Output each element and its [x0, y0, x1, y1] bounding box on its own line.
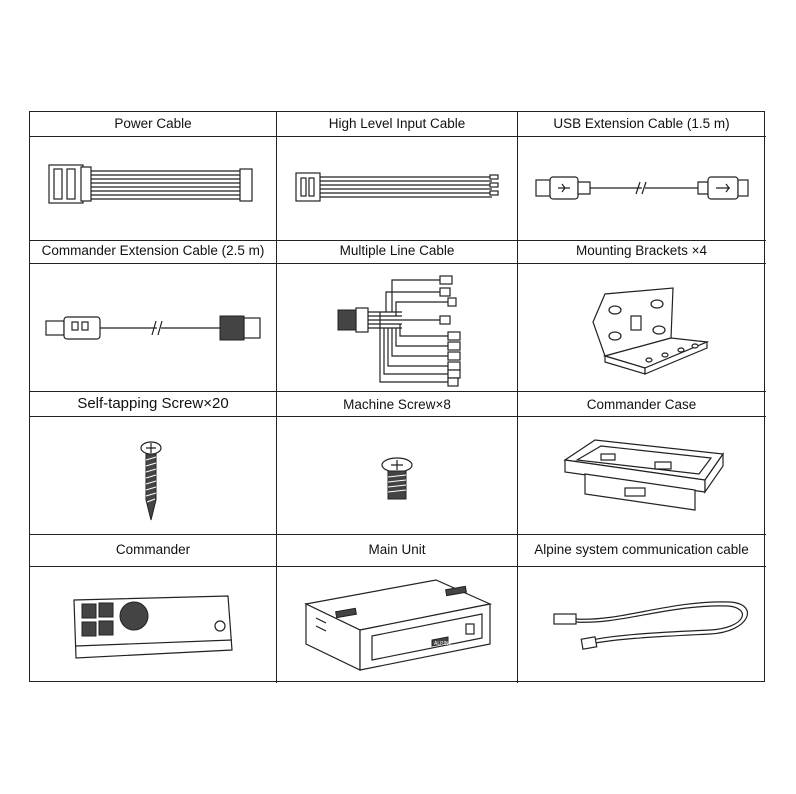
main-unit-icon — [296, 574, 501, 674]
high-level-input-cable-icon — [292, 167, 507, 212]
usb-extension-cable-icon — [530, 172, 755, 212]
cell-label-commander-case: Commander Case — [586, 397, 697, 412]
cell-label-mounting-brackets: Mounting Brackets ×4 — [576, 243, 707, 258]
power-cable-icon — [45, 157, 260, 217]
cell-label-commander-extension-cable: Commander Extension Cable (2.5 m) — [41, 243, 265, 258]
accessories-table — [29, 111, 765, 682]
multiple-line-cable-icon — [330, 272, 465, 387]
cell-label-main-unit: Main Unit — [368, 542, 426, 557]
commander-extension-cable-icon — [42, 307, 267, 352]
alpine-logo: ALPINE — [434, 641, 452, 647]
cell-label-self-tapping-screw: Self-tapping Screw×20 — [77, 395, 229, 412]
cell-label-commander: Commander — [115, 542, 191, 557]
cell-label-communication-cable: Alpine system communication cable — [534, 542, 749, 557]
mounting-bracket-icon — [585, 282, 720, 382]
communication-cable-icon — [550, 592, 750, 672]
cell-label-machine-screw: Machine Screw×8 — [343, 397, 451, 412]
cell-label-power-cable: Power Cable — [114, 116, 192, 131]
self-tapping-screw-icon — [136, 440, 166, 525]
commander-icon — [68, 590, 233, 670]
cell-label-high-level-input-cable: High Level Input Cable — [328, 116, 466, 131]
cell-label-usb-extension-cable: USB Extension Cable (1.5 m) — [553, 116, 730, 131]
commander-case-icon — [555, 430, 735, 515]
machine-screw-icon — [380, 457, 414, 505]
cell-label-multiple-line-cable: Multiple Line Cable — [339, 243, 455, 258]
